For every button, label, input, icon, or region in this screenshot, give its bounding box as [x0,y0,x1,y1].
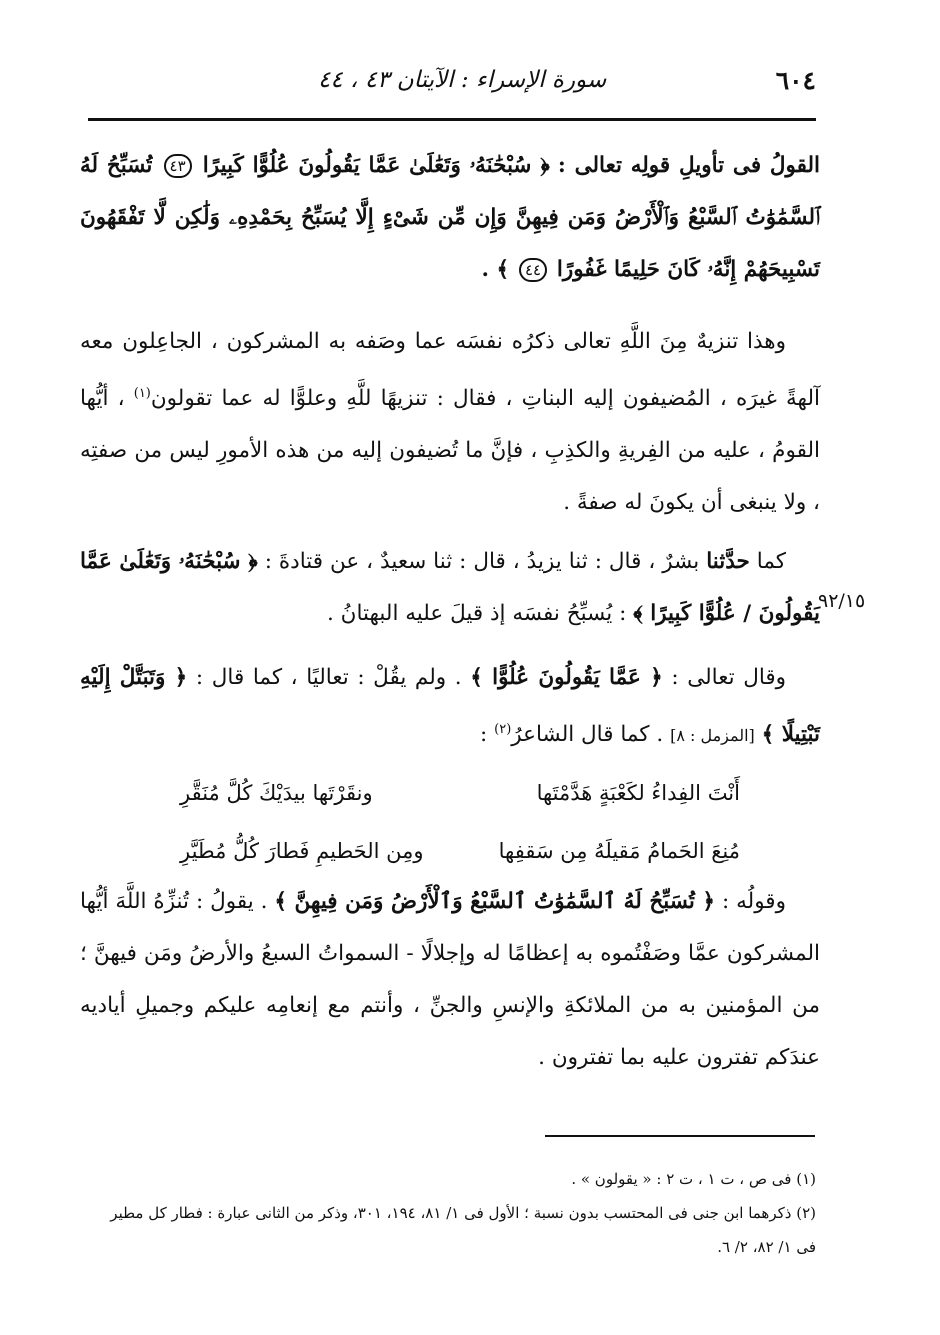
haddathana-keyword: حدَّثنا [706,549,750,574]
footnote-ref-2: (٢) [494,722,512,737]
paragraph-heading-verse [80,140,820,296]
chain-text-a: كما [756,549,787,574]
poem-line [180,764,740,822]
paragraph-hadith-chain [80,536,820,640]
chain-text-c: : يُسبِّحُ نفسَه إذ قيلَ عليه البهتانُ . [327,601,627,626]
verse-close-bracket: ﴾ . [481,257,510,282]
note-text-c: . كما قال الشاعرُ [511,722,664,748]
commentary-text-a: وهذا تنزيهٌ مِنَ اللَّهِ تعالى ذكرُه نفسَه عما وصَفه به المشركون ، الجاعِلون معه آلهةً غيرَه ، المُضيفون إليه البناتِ ، فقال : تنزيهًا للَّهِ وعلوًّا له عما تقولون [80,329,820,412]
paragraph-commentary [80,316,820,529]
header-rule [88,118,816,121]
footnote-rule [545,1135,815,1137]
section-lead: القولُ فى تأويلِ قولِه تعالى : [557,153,821,178]
ayah-number-44: ٤٤ [519,258,547,282]
poem-line [180,822,740,880]
chain-text-b: بشرٌ ، قال : ثنا يزيدُ ، قال : ثنا سعيدٌ ، عن قتادةَ : [264,549,700,574]
poem-verses [180,764,740,880]
footnote-2: (٢) ذكرهما ابن جنى فى المحتسب بدون نسبة ؛ الأول فى ١/ ٨١، ١٩٤، ٣٠١، وذكر من الثانى عبارة : فطار كل مطير فى ١/ ٨٢، ٢/ ٦. [110,1204,816,1256]
note-text-b: . ولم يقُلْ : تعاليًا ، كما قال : [195,665,462,690]
page-number: ٦٠٤ [775,65,816,95]
note-text-a: وقال تعالى : [671,665,787,690]
explanation-text-b: . يقولُ : تُنزِّهُ اللَّهَ أيُّها المشركون عمَّا وصَفْتُموه به إعظامًا له وإجلالًا - السمواتُ السبعُ والأرضُ ومَن فيهنَّ ؛ من المؤمنين به من الملائكةِ والإنسِ والجنِّ ، وأنتم مع إنعامِه عليكم وجميلِ أياديه عندَكم تفترون عليه بما تفترون . [80,889,820,1070]
hemistich-first: أَنْتَ الفِداءُ لكَعْبَةٍ هَدَّمْتَها [536,781,740,805]
paragraph-verse-explanation [80,876,820,1084]
margin-volume-reference: ٩٢/١٥ [818,590,866,612]
quran-verse-43: ﴿ سُبْحَٰنَهُۥ وَتَعَٰلَىٰ عَمَّا يَقُولُونَ عُلُوًّا كَبِيرًا [202,153,550,178]
ayah-number-43: ٤٣ [164,154,192,178]
commentary-text-b: ، أيُّها القومُ ، عليه من الفِريةِ والكذِبِ ، فإنَّ ما تُضيفون إليه من هذه الأمورِ ليس من صفتِه ، ولا ينبغى أن يكونَ له صفةً . [80,386,820,516]
note-verse-a: ﴿ عَمَّا يَقُولُونَ عُلُوًّا ﴾ [470,665,663,690]
page-header [88,60,816,100]
surah-citation: [المزمل : ٨] [670,726,755,746]
running-title: سورة الإسراء : الآيتان ٤٣ ، ٤٤ [318,67,607,93]
note-text-d: : [480,722,488,748]
hemistich-first: مُنِعَ الحَمامُ مَقيلَهُ مِن سَقفِها [498,839,740,863]
paragraph-grammar-note [80,652,820,762]
hemistich-second: ونقَرْتَها بيدَيْكَ كُلَّ مُنَقَّرِ [180,781,373,805]
explanation-verse: ﴿ تُسَبِّحُ لَهُ ٱلسَّمَٰوَٰتُ ٱلسَّبْعُ وَٱلْأَرْضُ وَمَن فِيهِنَّ ﴾ [274,889,716,914]
footnote-1: (١) فى ص ، ت ١ ، ت ٢ : « يقولون » . [571,1170,816,1188]
explanation-text-a: وقولُه : [721,889,786,914]
hemistich-second: ومِن الحَطيمِ فَطارَ كُلُّ مُطَيَّرِ [180,839,424,863]
note-verse-b: ﴿ وَتَبَتَّلْ إِلَيْهِ تَبْتِيلًا ﴾ [80,665,820,748]
quran-verse-44: تُسَبِّحُ لَهُ ٱلسَّمَٰوَٰتُ ٱلسَّبْعُ وَٱلْأَرْضُ وَمَن فِيهِنَّ وَإِن مِّن شَىْءٍ إِلَّا يُسَبِّحُ بِحَمْدِهِۦ وَلَٰكِن لَّا تَفْقَهُونَ تَسْبِيحَهُمْ إِنَّهُۥ كَانَ حَلِيمًا غَفُورًا [80,153,820,282]
quoted-verse: ﴿ سُبْحَٰنَهُۥ وَتَعَٰلَىٰ عَمَّا يَقُولُونَ / عُلُوًّا كَبِيرًا ﴾ [80,549,820,626]
footnote-ref-1: (١) [133,386,151,401]
footnotes [88,1162,816,1264]
